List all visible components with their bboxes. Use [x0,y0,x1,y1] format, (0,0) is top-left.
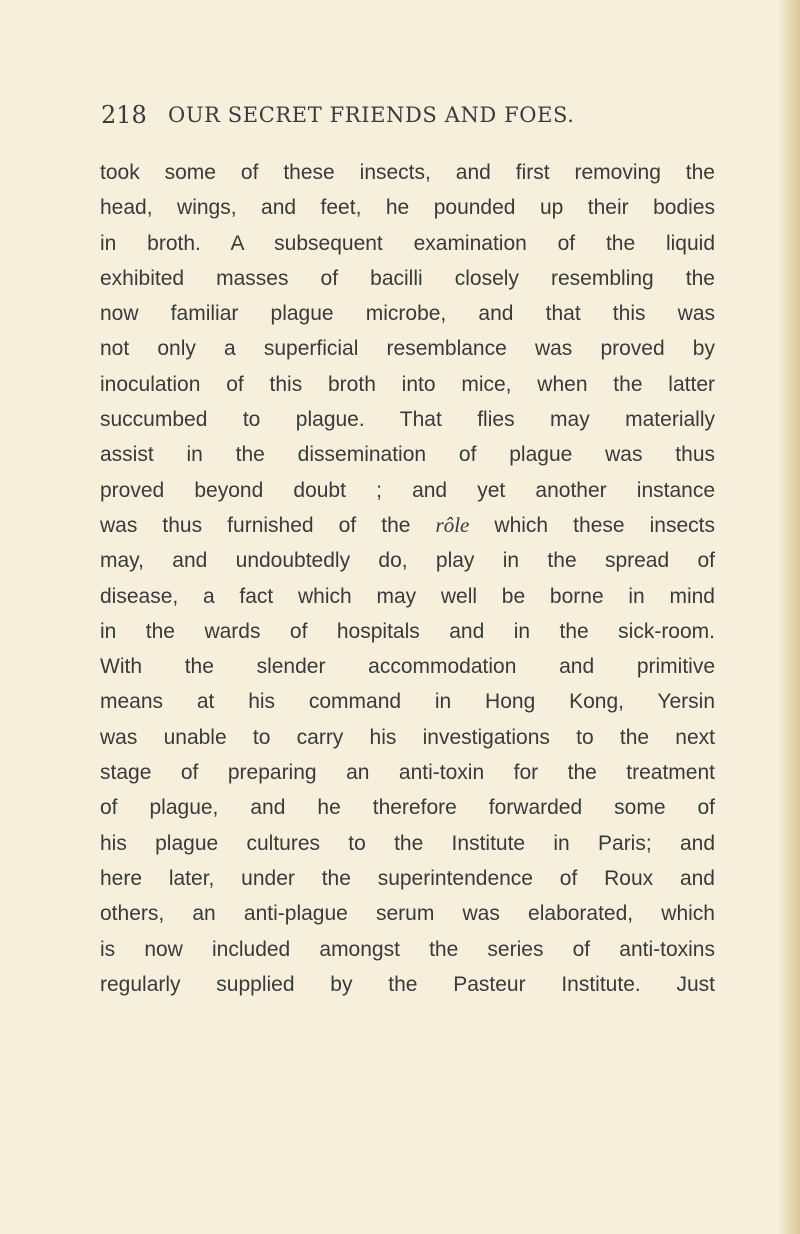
text-line: inoculation of this broth into mice, when the latter [100,372,715,396]
text-line: not only a superficial resemblance was proved by [100,337,715,361]
text-line: was unable to carry his investigations to the next [100,725,715,749]
running-title: OUR SECRET FRIENDS AND FOES. [168,103,575,127]
text-line: may, and undoubtedly do, play in the spread of [100,549,715,573]
text-line: of plague, and he therefore forwarded some of [100,796,715,820]
running-head [101,95,661,135]
text-line: exhibited masses of bacilli closely resembling the [100,266,715,290]
text-line: proved beyond doubt ; and yet another instance [100,478,715,502]
text-line: With the slender accommodation and primitive [100,655,715,679]
text-segment: was thus furnished of the [100,513,436,537]
body-paragraph [100,155,715,1002]
text-segment: which these insects [469,513,715,537]
text-line: assist in the dissemination of plague was thus [100,443,715,467]
text-line: in broth. A subsequent examination of the liquid [100,231,715,255]
page-number: 218 [101,101,147,129]
text-line: here later, under the superintendence of Roux and [100,866,715,890]
text-line: succumbed to plague. That flies may materially [100,408,715,432]
page-edge-shadow [778,0,800,1234]
italic-word: rôle [435,512,470,537]
text-line-with-italic [100,508,715,543]
text-line: took some of these insects, and first removing the [100,161,715,184]
text-line: others, an anti-plague serum was elaborated, which [100,902,715,926]
text-line: disease, a fact which may well be borne in mind [100,584,715,608]
text-line: his plague cultures to the Institute in Paris; and [100,831,715,855]
text-line: in the wards of hospitals and in the sick-room. [100,619,715,643]
text-line: is now included amongst the series of anti-toxins [100,937,715,961]
text-line: means at his command in Hong Kong, Yersin [100,690,715,714]
text-line: stage of preparing an anti-toxin for the treatment [100,761,715,785]
text-line: now familiar plague microbe, and that this was [100,302,715,326]
text-line: head, wings, and feet, he pounded up their bodies [100,196,715,220]
text-line: regularly supplied by the Pasteur Institute. Just [100,972,715,996]
